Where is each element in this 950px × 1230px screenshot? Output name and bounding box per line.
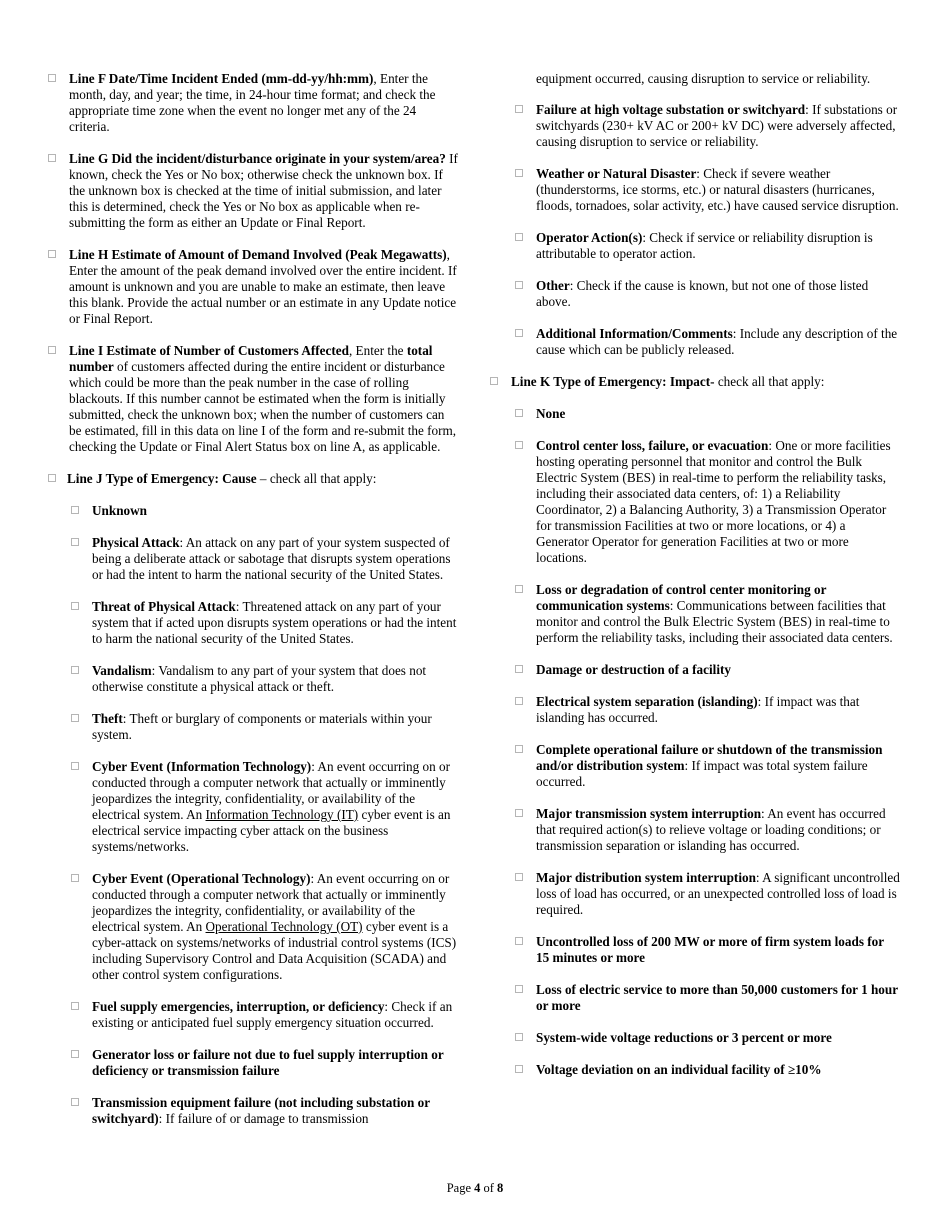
cause-cyber-ot-text1: : An event occurring on or conducted through a computer network that actually or imminently jeopardizes the integrity, confidentiality, or availability of the electrical system. An — [92, 871, 450, 934]
line-i-text2: of customers affected during the entire incident or disturbance which could be more than the peak number in the case of rolling blackouts. If this number cannot be estimated when the form is initially submitted, check the unknown box; when the number of customers can be estimated, fill in this data on line I of the form and re-submit the form, checking the Update or Final Alert Status box on line A, as applicable. — [69, 359, 457, 454]
cause-weather-checkbox[interactable] — [515, 169, 523, 177]
cause-generator-title: Generator loss or failure not due to fuel supply interruption or deficiency or transmission failure — [92, 1047, 444, 1078]
cause-cyber-it — [71, 759, 458, 855]
line-k-title: Line K Type of Emergency: Impact- — [511, 374, 715, 389]
impact-uncontrolled-checkbox[interactable] — [515, 937, 523, 945]
cause-other — [515, 278, 900, 310]
cause-transmission-checkbox[interactable] — [71, 1098, 79, 1106]
cause-fuel — [71, 999, 458, 1031]
cause-transmission-title: Transmission equipment failure (not including substation or switchyard) — [92, 1095, 430, 1126]
right-column — [490, 71, 900, 1088]
cause-generator-checkbox[interactable] — [71, 1050, 79, 1058]
impact-complete-failure — [515, 742, 900, 790]
line-i-title: Line I Estimate of Number of Customers Affected — [69, 343, 349, 358]
cause-cyber-ot-text2: cyber event is a cyber-attack on systems/networks of industrial control systems (ICS) including Supervisory Control and Data Acquisition (SCADA) and other control system configurations. — [92, 919, 457, 982]
impact-monitoring-checkbox[interactable] — [515, 585, 523, 593]
impact-major-trans-title: Major transmission system interruption — [536, 806, 762, 821]
impact-deviation-title: Voltage deviation on an individual facility of ≥10% — [536, 1062, 822, 1077]
cause-other-title: Other — [536, 278, 570, 293]
cause-weather — [515, 166, 900, 214]
line-g-title: Line G Did the incident/disturbance originate in your system/area? — [69, 151, 446, 166]
impact-islanding-checkbox[interactable] — [515, 697, 523, 705]
cause-additional-title: Additional Information/Comments — [536, 326, 733, 341]
impact-major-trans-text: : An event has occurred that required action(s) to relieve voltage or loading conditions; or transmission separation or islanding has occurred. — [536, 806, 886, 853]
cause-cyber-it-checkbox[interactable] — [71, 762, 79, 770]
impact-monitoring — [515, 582, 900, 646]
cause-operator-text: : Check if service or reliability disruption is attributable to operator action. — [536, 230, 873, 261]
impact-major-dist-checkbox[interactable] — [515, 873, 523, 881]
page-current: 4 — [474, 1181, 481, 1195]
cause-theft-checkbox[interactable] — [71, 714, 79, 722]
impact-complete-title: Complete operational failure or shutdown of the transmission and/or distribution system — [536, 742, 883, 773]
cause-threat-checkbox[interactable] — [71, 602, 79, 610]
line-f-title: Line F Date/Time Incident Ended (mm-dd-yy/hh:mm) — [69, 71, 374, 86]
line-k-checkbox[interactable] — [490, 377, 498, 385]
impact-major-dist-text: : A significant uncontrolled loss of load has occurred, or an unexpected controlled loss of load is required. — [536, 870, 900, 917]
impact-major-dist-title: Major distribution system interruption — [536, 870, 756, 885]
impact-damage-checkbox[interactable] — [515, 665, 523, 673]
impact-major-distribution — [515, 870, 900, 918]
impact-deviation-checkbox[interactable] — [515, 1065, 523, 1073]
cause-vandalism-title: Vandalism — [92, 663, 152, 678]
impact-major-transmission — [515, 806, 900, 854]
line-k-item — [490, 374, 900, 390]
cause-other-text: : Check if the cause is known, but not one of those listed above. — [536, 278, 869, 309]
impact-none-checkbox[interactable] — [515, 409, 523, 417]
cause-weather-text: : Check if severe weather (thunderstorms, ice storms, etc.) or natural disasters (hurricanes, floods, tornadoes, solar activity, etc.) have caused service disruption. — [536, 166, 899, 213]
impact-islanding — [515, 694, 900, 726]
line-g-item — [48, 151, 458, 231]
line-j-item — [48, 471, 458, 487]
cause-vandalism-checkbox[interactable] — [71, 666, 79, 674]
cause-fuel-checkbox[interactable] — [71, 1002, 79, 1010]
cause-unknown — [71, 503, 458, 519]
impact-islanding-text: : If impact was that islanding has occurred. — [536, 694, 860, 725]
line-f-checkbox[interactable] — [48, 74, 56, 82]
line-f-item — [48, 71, 458, 135]
cause-transmission-text: : If failure of or damage to transmission — [158, 1111, 369, 1126]
impact-control-checkbox[interactable] — [515, 441, 523, 449]
cause-threat — [71, 599, 458, 647]
cause-unknown-title: Unknown — [92, 503, 147, 518]
cause-cyber-ot-term: Operational Technology (OT) — [205, 919, 363, 934]
impact-islanding-title: Electrical system separation (islanding) — [536, 694, 758, 709]
cause-unknown-checkbox[interactable] — [71, 506, 79, 514]
impact-complete-checkbox[interactable] — [515, 745, 523, 753]
impact-none-title: None — [536, 406, 566, 421]
impact-monitoring-text: : Communications between facilities that monitor and control the Bulk Electric System (BES) in real-time to perform the reliability tasks, including their associated data centers. — [536, 598, 893, 645]
cause-vandalism — [71, 663, 458, 695]
impact-control-center — [515, 438, 900, 566]
line-j-checkbox[interactable] — [48, 474, 56, 482]
impact-none — [515, 406, 900, 422]
cause-operator — [515, 230, 900, 262]
impact-voltage-checkbox[interactable] — [515, 1033, 523, 1041]
line-i-checkbox[interactable] — [48, 346, 56, 354]
line-g-text: If known, check the Yes or No box; otherwise check the unknown box. If the unknown box is checked at the time of initial submission, and later this is determined, check the Yes or No box as applicable when re-submitting the form as either an Update or Final Report. — [69, 151, 458, 230]
impact-major-trans-checkbox[interactable] — [515, 809, 523, 817]
cause-cyber-it-text2: cyber event is an electrical service impacting cyber attack on the business systems/networks. — [92, 807, 451, 854]
cause-operator-title: Operator Action(s) — [536, 230, 643, 245]
cause-substation — [515, 102, 900, 150]
impact-uncontrolled-loss — [515, 934, 900, 966]
line-h-item — [48, 247, 458, 327]
cause-theft-title: Theft — [92, 711, 123, 726]
cause-operator-checkbox[interactable] — [515, 233, 523, 241]
page-footer — [0, 1180, 950, 1196]
cause-additional-text: : Include any description of the cause which can be publicly released. — [536, 326, 898, 357]
transmission-continuation: equipment occurred, causing disruption to service or reliability. — [536, 71, 871, 86]
cause-other-checkbox[interactable] — [515, 281, 523, 289]
impact-damage-title: Damage or destruction of a facility — [536, 662, 731, 677]
line-h-checkbox[interactable] — [48, 250, 56, 258]
left-column — [48, 71, 458, 1137]
line-h-text: , Enter the amount of the peak demand involved over the entire incident. If amount is unknown and you are unable to make an estimate, then leave this blank. Provide the actual number or an estimate in any Update notice or Final Report. — [69, 247, 457, 326]
cause-additional-checkbox[interactable] — [515, 329, 523, 337]
impact-voltage-title: System-wide voltage reductions or 3 percent or more — [536, 1030, 832, 1045]
cause-weather-title: Weather or Natural Disaster — [536, 166, 697, 181]
line-i-item — [48, 343, 458, 455]
line-f-text: , Enter the month, day, and year; the time, in 24-hour time format; and check the appropriate time zone when the event no longer met any of the 24 criteria. — [69, 71, 436, 134]
line-g-checkbox[interactable] — [48, 154, 56, 162]
cause-fuel-title: Fuel supply emergencies, interruption, or deficiency — [92, 999, 385, 1014]
cause-vandalism-text: : Vandalism to any part of your system that does not otherwise constitute a physical attack or theft. — [92, 663, 427, 694]
impact-complete-text: : If impact was total system failure occurred. — [536, 758, 868, 789]
cause-theft-text: : Theft or burglary of components or materials within your system. — [92, 711, 432, 742]
cause-cyber-it-text1: : An event occurring on or conducted through a computer network that actually or imminently jeopardizes the integrity, confidentiality, or availability of the electrical system. An — [92, 759, 450, 822]
page-total: 8 — [497, 1181, 504, 1195]
page-prefix: Page — [446, 1181, 475, 1195]
cause-generator — [71, 1047, 458, 1079]
cause-cyber-it-term: Information Technology (IT) — [205, 807, 359, 822]
cause-substation-title: Failure at high voltage substation or switchyard — [536, 102, 806, 117]
cause-threat-text: : Threatened attack on any part of your system that if acted upon disrupts system operations or had the intent to harm the national security of the United States. — [92, 599, 457, 646]
cause-threat-title: Threat of Physical Attack — [92, 599, 236, 614]
cause-cyber-ot-title: Cyber Event (Operational Technology) — [92, 871, 311, 886]
page-middle: of — [480, 1181, 498, 1195]
cause-transmission — [71, 1095, 458, 1127]
impact-control-title: Control center loss, failure, or evacuation — [536, 438, 769, 453]
cause-cyber-it-title: Cyber Event (Information Technology) — [92, 759, 312, 774]
line-j-title: Line J Type of Emergency: Cause — [67, 471, 257, 486]
impact-loss-50k-checkbox[interactable] — [515, 985, 523, 993]
line-h-title: Line H Estimate of Amount of Demand Involved (Peak Megawatts) — [69, 247, 447, 262]
impact-voltage-reduction — [515, 1030, 900, 1046]
cause-cyber-ot-checkbox[interactable] — [71, 874, 79, 882]
impact-monitoring-title: Loss or degradation of control center monitoring or communication systems — [536, 582, 827, 613]
cause-physical-text: : An attack on any part of your system suspected of being a deliberate attack or sabotage that disrupts system operations or had the intent to harm the national security of the United States. — [92, 535, 451, 582]
cause-fuel-text: : Check if an existing or anticipated fuel supply emergency situation occurred. — [92, 999, 453, 1030]
impact-voltage-deviation — [515, 1062, 900, 1078]
cause-theft — [71, 711, 458, 743]
cause-substation-text: : If substations or switchyards (230+ kV AC or 200+ kV DC) were adversely affected, causing disruption to service or reliability. — [536, 102, 898, 149]
line-i-text1: , Enter the — [348, 343, 407, 358]
cause-physical-attack — [71, 535, 458, 583]
impact-loss-50k — [515, 982, 900, 1014]
impact-uncontrolled-title: Uncontrolled loss of 200 MW or more of firm system loads for 15 minutes or more — [536, 934, 884, 965]
cause-physical-checkbox[interactable] — [71, 538, 79, 546]
cause-physical-title: Physical Attack — [92, 535, 180, 550]
cause-substation-checkbox[interactable] — [515, 105, 523, 113]
impact-control-text: : One or more facilities hosting operating personnel that monitor and control the Bulk Electric System (BES) in real-time to perform the reliability tasks, including their associated data centers, of: 1) a Reliability Coordinator, 2) a Balancing Authority, 3) a Transmission Operator for transmission Facilities at two or more locations, or 4) a Generator Operator for generation Facilities at two or more locations. — [536, 438, 891, 565]
cause-cyber-ot — [71, 871, 458, 983]
line-i-bold: total number — [69, 343, 433, 374]
line-k-text: check all that apply: — [714, 374, 825, 389]
line-j-text: – check all that apply: — [256, 471, 377, 486]
impact-loss-50k-title: Loss of electric service to more than 50,000 customers for 1 hour or more — [536, 982, 898, 1013]
cause-additional — [515, 326, 900, 358]
impact-damage — [515, 662, 900, 678]
